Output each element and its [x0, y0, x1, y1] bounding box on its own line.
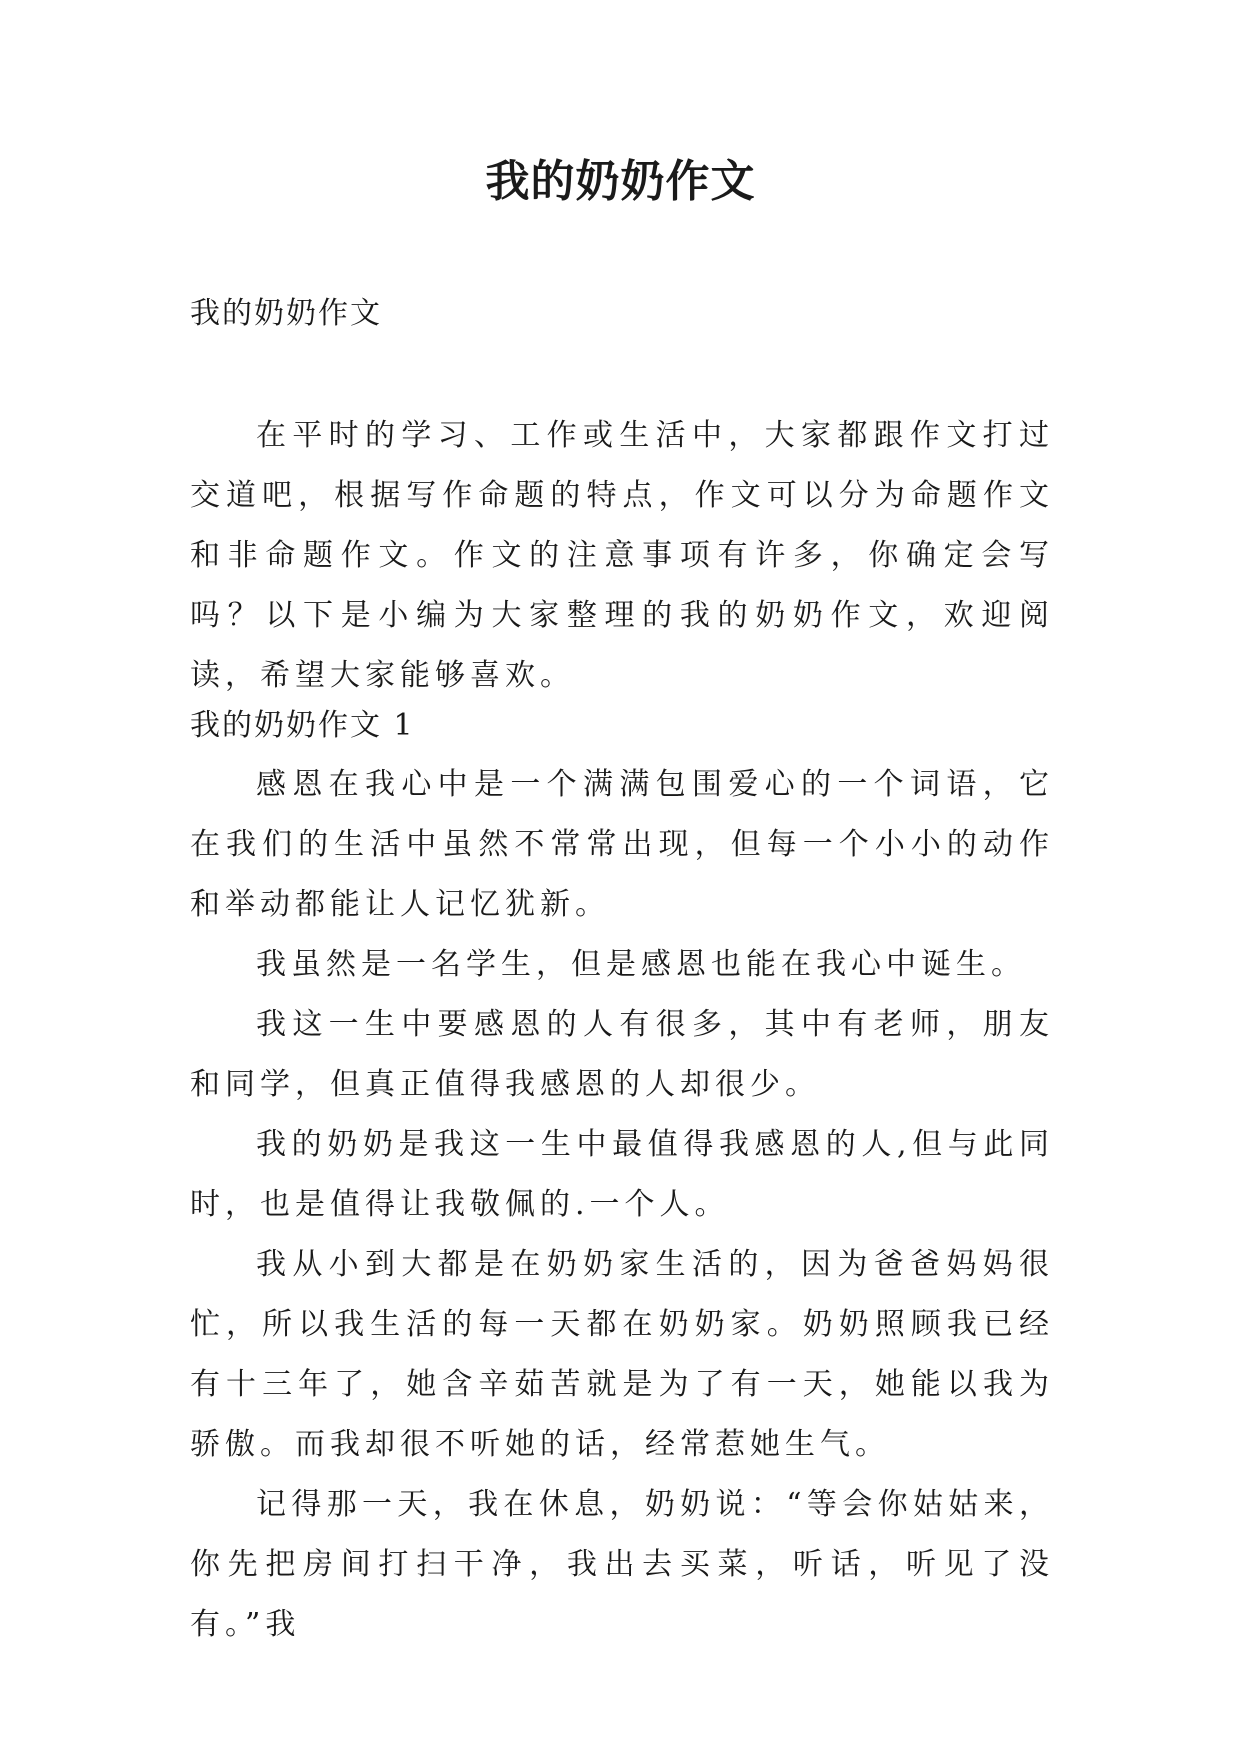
body-paragraph: 记得那一天，我在休息，奶奶说：“等会你姑姑来，你先把房间打扫干净，我出去买菜，听话，听见了没有。”我 — [190, 1487, 1054, 1642]
body-paragraph: 我这一生中要感恩的人有很多，其中有老师，朋友和同学，但真正值得我感恩的人却很少。 — [190, 1007, 1054, 1102]
section-heading: 我的奶奶作文 1 — [190, 708, 415, 743]
body-paragraph: 我的奶奶是我这一生中最值得我感恩的人,但与此同时，也是值得让我敬佩的.一个人。 — [190, 1127, 1054, 1222]
body-paragraph: 我从小到大都是在奶奶家生活的，因为爸爸妈妈很忙，所以我生活的每一天都在奶奶家。奶奶照顾我已经有十三年了，她含辛茹苦就是为了有一天，她能以我为骄傲。而我却很不听她的话，经常惹她生气。 — [190, 1247, 1054, 1462]
intro-paragraph: 在平时的学习、工作或生活中，大家都跟作文打过交道吧，根据写作命题的特点，作文可以分为命题作文和非命题作文。作文的注意事项有许多，你确定会写吗？以下是小编为大家整理的我的奶奶作文，欢迎阅读，希望大家能够喜欢。 — [190, 418, 1054, 693]
document-title: 我的奶奶作文 — [485, 156, 756, 207]
body-paragraph: 我虽然是一名学生，但是感恩也能在我心中诞生。 — [256, 947, 1026, 982]
essay-body — [190, 755, 1054, 1655]
document-subtitle: 我的奶奶作文 — [190, 296, 382, 331]
body-paragraph: 感恩在我心中是一个满满包围爱心的一个词语，它在我们的生活中虽然不常常出现，但每一个小小的动作和举动都能让人记忆犹新。 — [190, 767, 1054, 922]
